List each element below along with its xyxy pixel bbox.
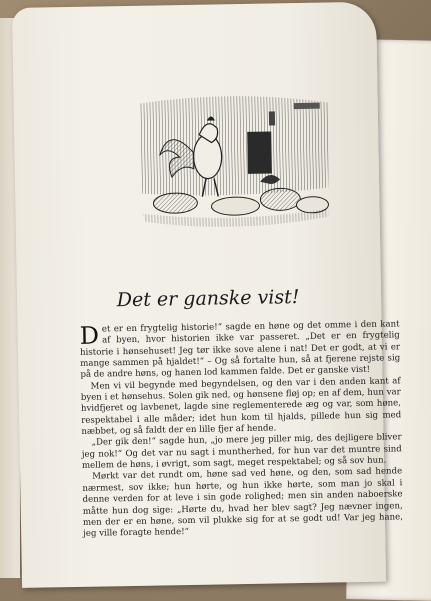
rooster-hens-illustration (128, 82, 341, 241)
story-body (80, 319, 404, 540)
paragraph-3: „Der gik den!“ sagde hun, „jo mere jeg piller mig, des dejligere bliver jeg nok!“ Og det var nu sagt i muntherhed, for hun var det muntre sind mellem de høns, i øvrigt, som sagt, meget respektabel; og så sov hun. (81, 432, 402, 471)
paragraph-1 (80, 319, 401, 381)
book-page (12, 2, 404, 588)
paragraph-2: Men vi vil begynde med begyndelsen, og den var i den anden kant af byen i et hønsehus. Solen gik ned, og hønsene fløj op; en af dem, hun var hvidfjeret og lavbenet, lagde sine reglementerede æg og var, som høne, respektabel i alle måder; idet hun kom til hjalds, pillede hun sig med næbbet, og så faldt der en lille fjer af hende. (80, 375, 402, 437)
paragraph-1-text: et er en frygtelig historie!“ sagde en høne og det omme i den kant af byen, hvor historien ikke var passeret. „Det er en frygtelig historie i hønsehuset! Jeg tør ikke sove alene i nat! Det er godt, at vi er mange sammen på hjaldet!“ – Og så fortalte hun, så at fjerene rejste sig på de andre høns, og hanen lod kammen falde. Det er ganske vist! (79, 319, 401, 381)
drop-cap: D (79, 321, 100, 350)
story-title: Det er ganske vist! (116, 286, 300, 312)
paragraph-4: Mørkt var det rundt om, høne sad ved høne, og den, som sad hende nærmest, sov ikke; hun hørte, og hun ikke hørte, som man jo skal i denne verden for at leve i sin gode rolighed; men sin anden naboerske måtte hun dog sige: „Hørte du, hvad her blev sagt? Jeg nævner ingen, men der er en høne, som vil plukke sig for at se godt ud! Var jeg hane, jeg ville foragte hende!“ (82, 466, 404, 540)
